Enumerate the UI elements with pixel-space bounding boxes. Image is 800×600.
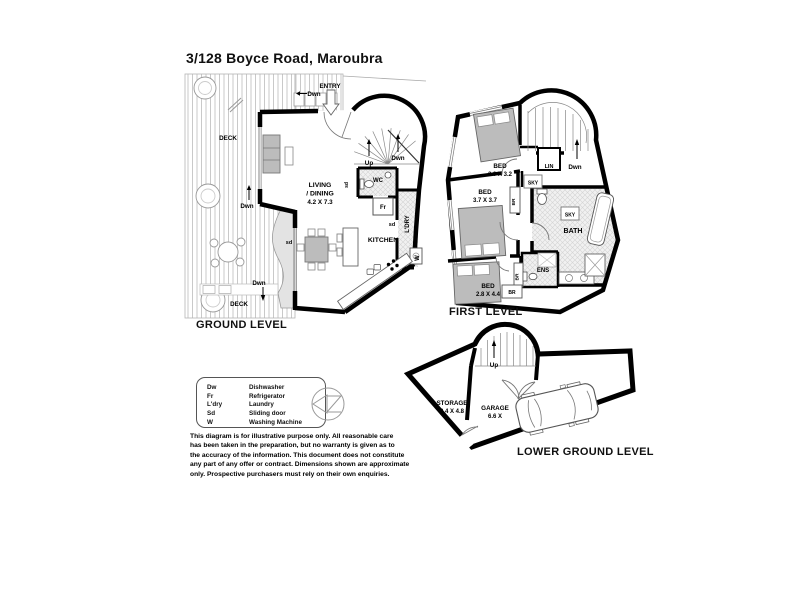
page-title: 3/128 Boyce Road, Maroubra [186,50,383,66]
bed-2 [458,206,505,259]
legend-abbr: L'dry [207,401,223,409]
up-label: Up [489,362,499,369]
br-bed3-label: BR [515,273,521,281]
dwn-entry-label: Dwn [307,91,321,98]
legend-label: Laundry [249,401,274,409]
legend-label: Sliding door [249,409,286,417]
living-dim-label: 4.2 X 7.3 [307,199,333,206]
disclaimer-line: This diagram is for illustrative purpose only. All reasonable care [190,433,394,440]
disclaimer-line: any part of any offer or contract. Dimensions shown are approximate [190,461,410,469]
up-stairs-label: Up [364,160,374,167]
dwn-stairs-label: Dwn [391,155,405,162]
bath-label: BATH [563,228,583,235]
garage-label: GARAGE [481,405,509,412]
fr-label: Fr [380,205,386,211]
lin-label: LIN [544,164,554,170]
dwn-stairs-label: Dwn [568,164,582,171]
deck-bottom-label: DECK [230,301,248,308]
legend-abbr: Fr [207,392,214,400]
bed1-label: BED [493,163,507,170]
first-level-title: FIRST LEVEL [449,306,523,318]
br-box-label: BR [508,290,516,296]
ground-level-title: GROUND LEVEL [196,319,287,331]
bed3-label: BED [481,283,495,290]
dining-label: / DINING [306,190,334,198]
legend-label: Dishwasher [249,383,285,391]
compass-icon [308,384,348,424]
first-level-plan [440,95,640,318]
sd-right-label: sd [388,222,396,228]
bed2-label: BED [478,189,492,196]
garage-dim-label: 6.6 X [487,414,503,420]
shower [585,254,605,276]
bed3-dim-label: 2.8 X 4.4 [475,292,501,298]
entry-label: ENTRY [319,83,341,90]
ens-label: ENS [536,268,550,274]
sky1-label: SKY [527,180,539,187]
legend-label: Washing Machine [249,418,302,426]
sd-left-label: sd [285,240,293,246]
bed1-dim-label: 2.9 X 3.2 [487,172,513,178]
basin-icon [385,172,391,178]
ldry-label: L'DRY [405,215,411,233]
lower-ground-title: LOWER GROUND LEVEL [517,446,654,458]
legend-abbr: Sd [207,409,216,417]
legend-abbr: Dw [207,383,217,391]
kitchen-label: KITCHEN [367,237,399,244]
bed-1 [473,108,520,162]
legend-label: Refrigerator [249,392,286,400]
legend-box [196,377,326,428]
bed2-dim-label: 3.7 X 3.7 [472,198,498,204]
dwn-deck-mid-label: Dwn [240,203,254,210]
toilet-icon [537,189,547,205]
ground-level-plan [183,72,428,327]
w-label: W [415,255,421,261]
deck-top-label: DECK [219,135,237,142]
legend-abbr: W [207,418,213,426]
dwn-deck-bottom-label: Dwn [252,280,266,287]
storage-label: STORAGE [436,400,468,407]
disclaimer-line: the accuracy of the information. This document does not constitute [190,451,405,459]
storage-dim-label: 3.4 X 4.8 [439,409,465,415]
wc-label: WC [373,178,383,184]
sky2-label: SKY [564,212,576,219]
deck-step [200,284,278,295]
living-label: LIVING [308,182,332,189]
site-boundary-line [343,76,426,81]
disclaimer [190,432,440,479]
disclaimer-line: has been taken in the preparation, but no warranty is given as to [190,442,395,450]
br-bed2-label: BR [512,198,517,206]
disclaimer-line: only. Prospective purchasers must rely on their own enquiries. [190,470,390,478]
sd-wc-label: sd [344,182,350,188]
